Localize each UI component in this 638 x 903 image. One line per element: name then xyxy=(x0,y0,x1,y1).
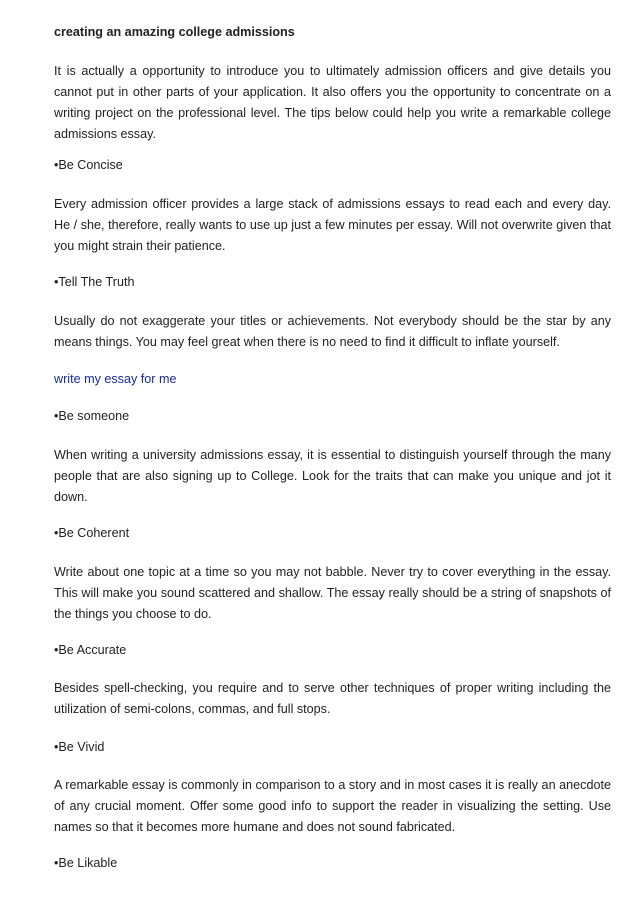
section-heading-vivid: •Be Vivid xyxy=(54,740,105,754)
section-heading-truth: •Tell The Truth xyxy=(54,275,135,289)
section-body-coherent: Write about one topic at a time so you may not babble. Never try to cover everything in the essay. This will make you sound scattered and shallow. The essay really should be a string of snapshots of the things you choose to do. xyxy=(54,565,611,621)
section-body-truth: Usually do not exaggerate your titles or achievements. Not everybody should be the star by any means things. You may feel great when there is no need to find it difficult to inflate yourself. xyxy=(54,314,611,349)
essay-link[interactable]: write my essay for me xyxy=(54,372,177,386)
section-heading-someone: •Be someone xyxy=(54,409,130,423)
section-heading-likable: •Be Likable xyxy=(54,856,118,870)
section-body-concise: Every admission officer provides a large stack of admissions essays to read each and every day. He / she, therefore, really wants to use up just a few minutes per essay. Will not overwrite given that you might strain their patience. xyxy=(54,197,611,253)
intro-paragraph: It is actually a opportunity to introduce you to ultimately admission officers and give details you cannot put in other parts of your application. It also offers you the opportunity to concentrate on a writing project on the professional level. The tips below could help you write a remarkable college admissions essay. xyxy=(54,64,611,141)
section-body-someone: When writing a university admissions essay, it is essential to distinguish yourself through the many people that are also signing up to College. Look for the traits that can make you unique and jot it down. xyxy=(54,448,611,504)
section-body-accurate: Besides spell-checking, you require and to serve other techniques of proper writing including the utilization of semi-colons, commas, and full stops. xyxy=(54,681,611,716)
document-title: creating an amazing college admissions xyxy=(54,25,295,39)
section-body-vivid: A remarkable essay is commonly in comparison to a story and in most cases it is really an anecdote of any crucial moment. Offer some good info to support the reader in visualizing the setting. Use names so that it becomes more humane and does not sound fabricated. xyxy=(54,778,611,834)
section-heading-accurate: •Be Accurate xyxy=(54,643,127,657)
section-heading-concise: •Be Concise xyxy=(54,158,123,172)
section-heading-coherent: •Be Coherent xyxy=(54,526,130,540)
